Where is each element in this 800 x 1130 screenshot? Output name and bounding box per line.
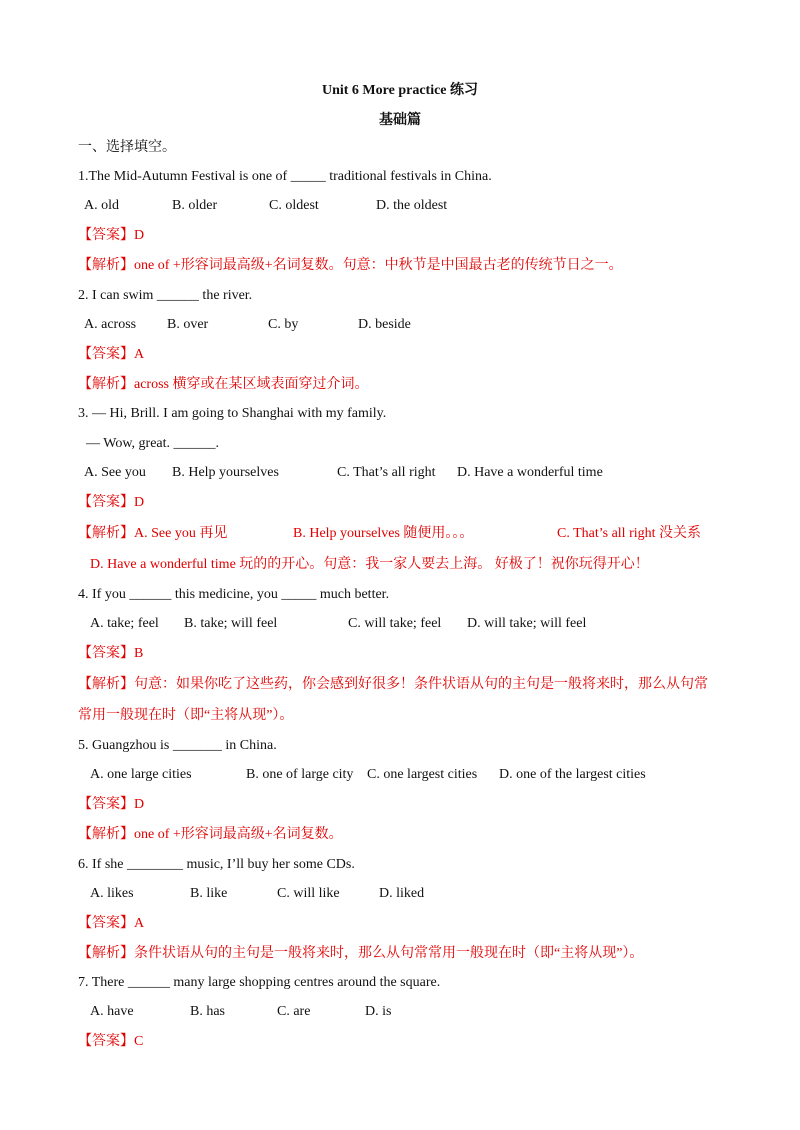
q1-option-a: A. old (84, 198, 119, 213)
q3-explanation-2: B. Help yourselves 随便用。。。 (293, 526, 474, 541)
q4-option-d: D. will take; will feel (467, 616, 587, 631)
q6-answer: 【答案】A (78, 916, 145, 931)
q4-option-b: B. take; will feel (184, 616, 278, 631)
q2-explanation: 【解析】across 横穿或在某区域表面穿过介词。 (78, 377, 369, 392)
q1-answer: 【答案】D (78, 228, 145, 243)
q6-option-a: A. likes (90, 886, 134, 901)
section-heading: 一、选择填空。 (78, 140, 176, 155)
q4-explanation: 【解析】句意：如果你吃了这些药，你会感到好很多！条件状语从句的主句是一般将来时，那么从句常 (78, 677, 708, 692)
q6-option-d: D. liked (379, 886, 425, 901)
question-3-line-2: — Wow, great. ______. (86, 436, 220, 451)
q3-explanation-4: D. Have a wonderful time 玩的的开心。句意：我一家人要去上海。 好极了！祝你玩得开心！ (90, 557, 649, 572)
q7-answer: 【答案】C (78, 1034, 144, 1049)
q3-option-a: A. See you (84, 465, 146, 480)
page-subtitle: 基础篇 (379, 113, 421, 128)
question-7: 7. There ______ many large shopping centres around the square. (78, 975, 441, 990)
q7-option-b: B. has (190, 1004, 225, 1019)
q4-explanation-2: 常用一般现在时（即“主将从现”）。 (78, 708, 294, 723)
q2-answer: 【答案】A (78, 347, 145, 362)
q2-option-c: C. by (268, 317, 299, 332)
question-1: 1.The Mid-Autumn Festival is one of _____ traditional festivals in China. (78, 169, 492, 184)
q7-option-c: C. are (277, 1004, 311, 1019)
q5-option-a: A. one large cities (90, 767, 192, 782)
q6-explanation: 【解析】条件状语从句的主句是一般将来时，那么从句常常用一般现在时（即“主将从现”）。 (78, 946, 644, 961)
q2-option-a: A. across (84, 317, 137, 332)
q1-option-c: C. oldest (269, 198, 319, 213)
page-title: Unit 6 More practice 练习 (321, 83, 479, 98)
q4-option-c: C. will take; feel (348, 616, 442, 631)
q3-option-c: C. That’s all right (337, 465, 436, 480)
q4-option-a: A. take; feel (90, 616, 159, 631)
question-4: 4. If you ______ this medicine, you _____ much better. (78, 587, 390, 602)
q6-option-c: C. will like (277, 886, 340, 901)
q5-answer: 【答案】D (78, 797, 145, 812)
q1-option-b: B. older (172, 198, 218, 213)
q4-answer: 【答案】B (78, 646, 144, 661)
q2-option-d: D. beside (358, 317, 411, 332)
q5-explanation: 【解析】one of +形容词最高级+名词复数。 (78, 827, 343, 842)
q3-option-d: D. Have a wonderful time (457, 465, 603, 480)
q7-option-d: D. is (365, 1004, 392, 1019)
q6-option-b: B. like (190, 886, 228, 901)
q3-option-b: B. Help yourselves (172, 465, 279, 480)
q2-option-b: B. over (167, 317, 209, 332)
question-6: 6. If she ________ music, I’ll buy her some CDs. (78, 857, 355, 872)
q5-option-d: D. one of the largest cities (499, 767, 646, 782)
q3-explanation-3: C. That’s all right 没关系 (557, 526, 702, 541)
q7-option-a: A. have (90, 1004, 134, 1019)
q5-option-c: C. one largest cities (367, 767, 478, 782)
q3-answer: 【答案】D (78, 495, 145, 510)
question-5: 5. Guangzhou is _______ in China. (78, 738, 277, 753)
q3-explanation-1: 【解析】A. See you 再见 (78, 526, 228, 541)
q5-option-b: B. one of large city (246, 767, 354, 782)
question-2: 2. I can swim ______ the river. (78, 288, 253, 303)
q1-option-d: D. the oldest (376, 198, 448, 213)
question-3: 3. — Hi, Brill. I am going to Shanghai with my family. (78, 406, 387, 421)
q1-explanation: 【解析】one of +形容词最高级+名词复数。句意：中秋节是中国最古老的传统节日之一。 (78, 258, 623, 273)
